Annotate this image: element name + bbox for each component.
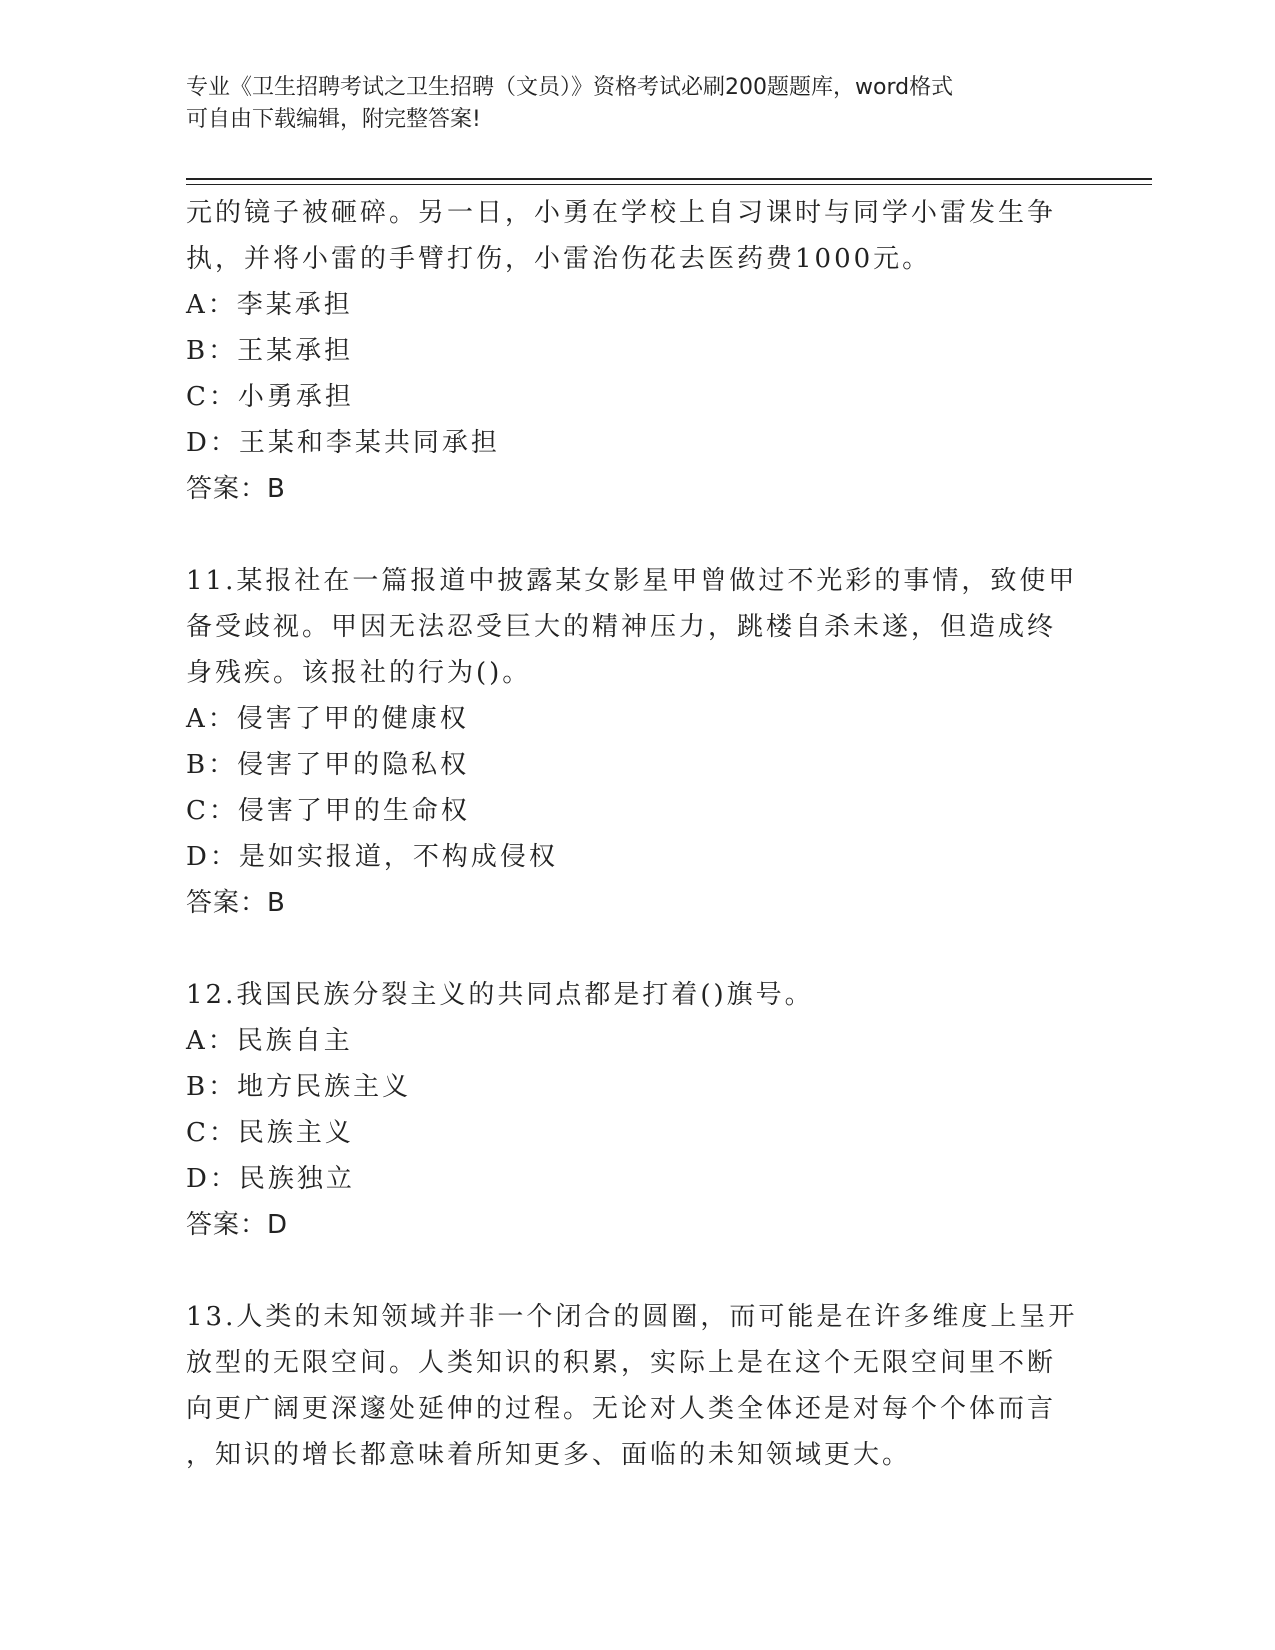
option-d: D：是如实报道，不构成侵权 [186,842,558,872]
question-stem-line: ，知识的增长都意味着所知更多、面临的未知领域更大。 [186,1440,912,1470]
option-d: D：王某和李某共同承担 [186,428,500,458]
question-stem-line: 放型的无限空间。人类知识的积累，实际上是在这个无限空间里不断 [186,1348,1057,1378]
option-a: A：李某承担 [186,290,353,320]
question-13 [186,1294,1086,1478]
spacer [186,926,1086,972]
header-rule-thick [186,178,1152,180]
question-stem-line: 13.人类的未知领域并非一个闭合的圆圈，而可能是在许多维度上呈开 [186,1302,1078,1332]
question-stem-line: 元的镜子被砸碎。另一日，小勇在学校上自习课时与同学小雷发生争 [186,198,1057,228]
option-c: C：民族主义 [186,1118,354,1148]
answer-line: 答案：B [186,474,286,504]
option-b: B：侵害了甲的隐私权 [186,750,470,780]
option-c: C：侵害了甲的生命权 [186,796,470,826]
option-c: C：小勇承担 [186,382,354,412]
header-title-line-1: 专业《卫生招聘考试之卫生招聘（文员）》资格考试必刷200题题库，word格式 [186,75,954,100]
header-title-line-2: 可自由下载编辑，附完整答案! [186,107,481,132]
question-12 [186,972,1086,1248]
header-rule-thin [186,184,1152,185]
question-11 [186,558,1086,926]
option-a: A：侵害了甲的健康权 [186,704,469,734]
answer-line: 答案：B [186,888,286,918]
answer-line: 答案：D [186,1210,289,1240]
option-b: B：王某承担 [186,336,354,366]
option-d: D：民族独立 [186,1164,355,1194]
page-header [186,72,1066,136]
question-stem-line: 执，并将小雷的手臂打伤，小雷治伤花去医药费1000元。 [186,244,932,274]
option-a: A：民族自主 [186,1026,353,1056]
question-content [186,190,1086,1478]
option-b: B：地方民族主义 [186,1072,412,1102]
question-stem-line: 11.某报社在一篇报道中披露某女影星甲曾做过不光彩的事情，致使甲 [186,566,1078,596]
question-10 [186,190,1086,512]
question-stem-line: 备受歧视。甲因无法忍受巨大的精神压力，跳楼自杀未遂，但造成终 [186,612,1057,642]
question-stem-line: 12.我国民族分裂主义的共同点都是打着()旗号。 [186,980,814,1010]
question-stem-line: 向更广阔更深邃处延伸的过程。无论对人类全体还是对每个个体而言 [186,1394,1057,1424]
question-stem-line: 身残疾。该报社的行为()。 [186,658,532,688]
spacer [186,1248,1086,1294]
spacer [186,512,1086,558]
